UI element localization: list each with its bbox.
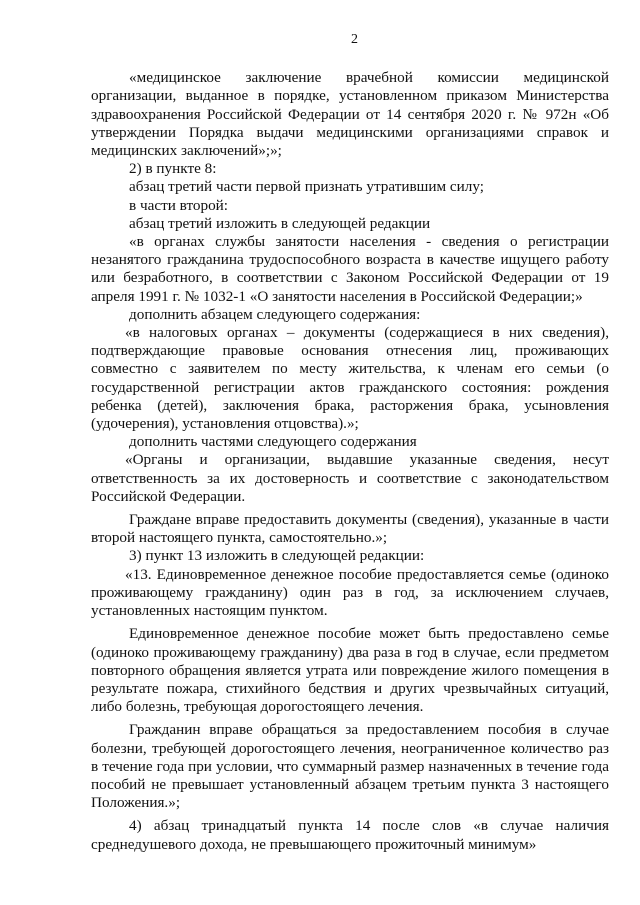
paragraph: «Органы и организации, выдавшие указанные сведения, несут ответственность за их достоверность и соответствие с законодательством Российской Федерации. (91, 451, 609, 505)
paragraph: абзац третий изложить в следующей редакции (129, 214, 431, 232)
paragraph: «медицинское заключение врачебной комиссии медицинской организации, выданное в порядке, установленном приказом Министерства здравоохранения Российской Федерации от 14 сентября 2020 г. № 972н «Об утверждении Порядка выдачи медицинскими организациями справок и медицинских заключений»;»; (91, 69, 609, 160)
paragraph: «в органах службы занятости населения - сведения о регистрации незанятого гражданина трудоспособного возраста в качестве ищущего работу или безработного, в соответствии с Законом Российской Федерации от 19 апреля 1991 г. № 1032-1 «О занятости населения в Российской Федерации;» (91, 233, 609, 305)
paragraph: дополнить абзацем следующего содержания: (129, 305, 421, 323)
document-body (91, 69, 609, 854)
paragraph: 4) абзац тринадцатый пункта 14 после слов «в случае наличия среднедушевого дохода, не превышающего прожиточный минимум» (91, 817, 609, 853)
paragraph: Гражданин вправе обращаться за предоставлением пособия в случае болезни, требующей дорогостоящего лечения, неограниченное количество раз в течение года при условии, что суммарный размер назначенных в течение года пособий не превышает установленный абзацем третьим пункта 3 настоящего Положения.»; (91, 721, 609, 812)
page-number: 2 (351, 32, 358, 47)
paragraph: 2) в пункте 8: (129, 160, 217, 178)
paragraph: абзац третий части первой признать утратившим силу; (129, 178, 484, 196)
paragraph: Граждане вправе предоставить документы (сведения), указанные в части второй настоящего пункта, самостоятельно.»; (91, 511, 609, 547)
paragraph: Единовременное денежное пособие может быть предоставлено семье (одиноко проживающему гражданину) два раза в год в случае, если предметом повторного обращения является утрата или повреждение жилого помещения в результате пожара, стихийного бедствия и других чрезвычайных ситуаций, либо болезнь, требующая дорогостоящего лечения. (91, 625, 609, 716)
paragraph: в части второй: (129, 196, 229, 214)
paragraph: дополнить частями следующего содержания (129, 433, 417, 451)
paragraph: «13. Единовременное денежное пособие предоставляется семье (одиноко проживающему гражданину) один раз в год, за исключением случаев, установленных настоящим пунктом. (91, 565, 609, 620)
paragraph: «в налоговых органах – документы (содержащиеся в них сведения), подтверждающие правовые основания отнесения лиц, проживающих совместно с заявителем по месту жительства, к членам его семьи (о государственной регистрации актов гражданского состояния: рождения ребенка (детей), заключения брака, расторжения брака, усыновления (удочерения), установления отцовства).»; (91, 324, 609, 433)
paragraph: 3) пункт 13 изложить в следующей редакции: (129, 547, 425, 565)
